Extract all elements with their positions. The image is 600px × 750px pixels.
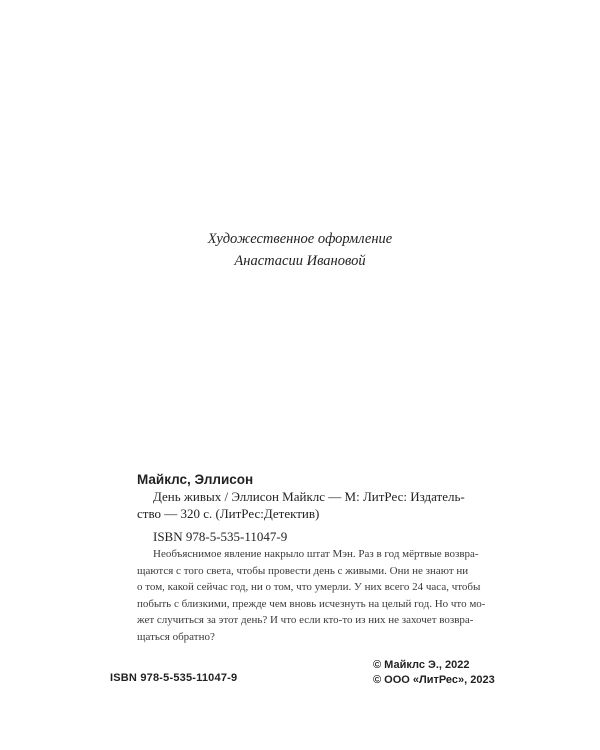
design-credit bbox=[150, 228, 450, 272]
copyright-publisher: © ООО «ЛитРес», 2023 bbox=[373, 674, 495, 686]
copyright-author: © Майклс Э., 2022 bbox=[373, 659, 470, 671]
copyright-block bbox=[373, 658, 495, 688]
bibliographic-record bbox=[137, 471, 492, 545]
bibliographic-description bbox=[137, 488, 492, 522]
author-heading: Майклс, Эллисон bbox=[137, 472, 254, 487]
design-credit-line-2: Анастасии Ивановой bbox=[234, 253, 366, 269]
book-annotation bbox=[137, 546, 492, 645]
description-line-1: День живых / Эллисон Майклс — М: ЛитРес: Издатель- bbox=[153, 489, 465, 504]
annotation-line-1: Необъяснимое явление накрыло штат Мэн. Раз в год мёртвые возвра- bbox=[153, 548, 479, 560]
annotation-line-4: побыть с близкими, прежде чем вновь исчезнуть на целый год. Но что мо- bbox=[137, 597, 486, 610]
isbn-footer: ISBN 978-5-535-11047-9 bbox=[110, 672, 238, 684]
design-credit-line-1: Художественное оформление bbox=[207, 231, 393, 247]
annotation-line-6: щаться обратно? bbox=[137, 630, 215, 643]
annotation-line-5: жет случиться за этот день? И что если кто-то из них не захочет возвра- bbox=[137, 614, 474, 626]
annotation-line-3: о том, какой сейчас год, ни о том, что умерли. У них всего 24 часа, чтобы bbox=[137, 581, 481, 593]
isbn-inline: ISBN 978-5-535-11047-9 bbox=[153, 529, 288, 544]
annotation-line-2: щаются с того света, чтобы провести день с живыми. Они не знают ни bbox=[137, 564, 469, 577]
description-line-2: ство — 320 с. (ЛитРес:Детектив) bbox=[137, 506, 320, 521]
